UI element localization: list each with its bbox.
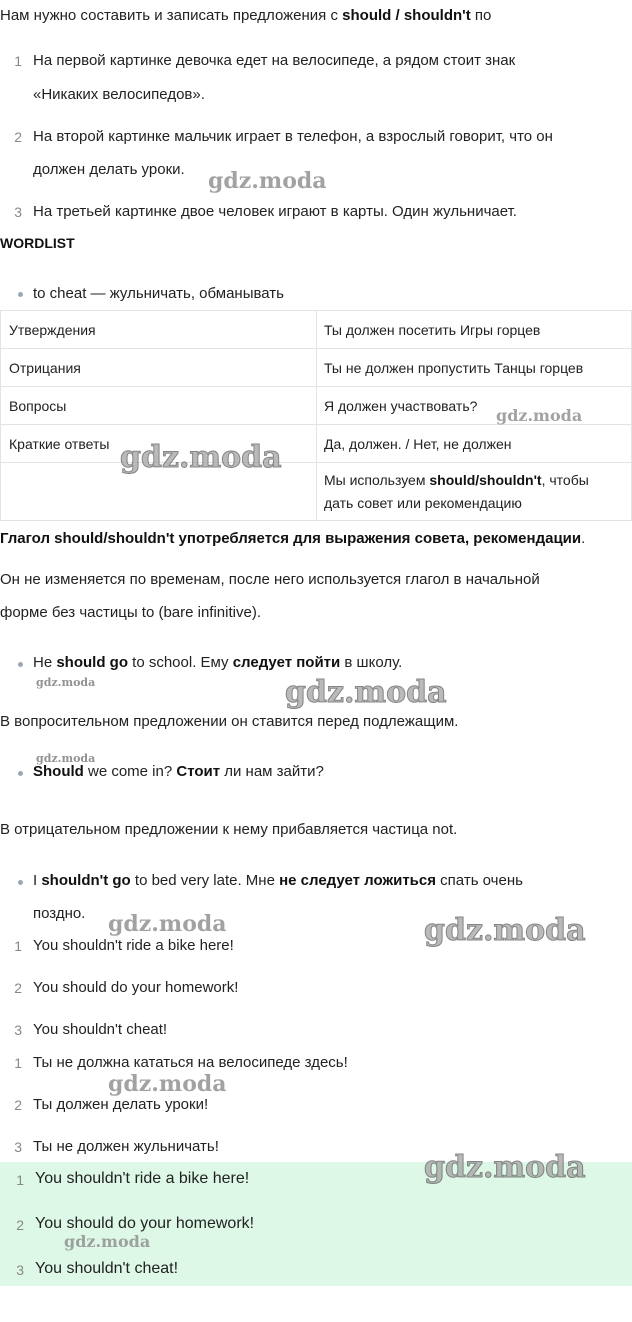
- watermark: gdz.moda: [108, 1071, 227, 1097]
- list-item: На второй картинке мальчик играет в телефон, а взрослый говорит, что он: [33, 128, 553, 145]
- list-number: 3: [14, 1139, 22, 1155]
- list-item-continued: «Никаких велосипедов».: [33, 86, 205, 103]
- table-row: [1, 463, 632, 521]
- bullet-icon: [18, 292, 23, 297]
- watermark: gdz.moda: [424, 913, 586, 948]
- watermark: gdz.moda: [120, 440, 282, 475]
- table-cell: Утверждения: [1, 311, 317, 349]
- watermark: gdz.moda: [208, 168, 327, 194]
- grammar-paragraph: В отрицательном предложении к нему прибавляется частица not.: [0, 821, 458, 838]
- table-row: [1, 387, 632, 425]
- watermark: gdz.moda: [36, 752, 96, 765]
- answer-item: You should do your homework!: [35, 1215, 255, 1232]
- intro-text: Нам нужно составить и записать предложения с should / shouldn't по: [0, 7, 492, 24]
- table-row: [1, 311, 632, 349]
- answer-item: You shouldn't cheat!: [35, 1260, 179, 1277]
- table-cell: Ты должен посетить Игры горцев: [317, 311, 632, 349]
- answer-item: You shouldn't ride a bike here!: [35, 1170, 250, 1187]
- list-item: You should do your homework!: [33, 979, 239, 996]
- list-number: 1: [14, 1055, 22, 1071]
- example-sentence: He should go to school. Ему следует пойти в школу.: [33, 654, 403, 671]
- table-row: [1, 425, 632, 463]
- list-item: You shouldn't ride a bike here!: [33, 937, 234, 954]
- example-sentence: Should we come in? Стоит ли нам зайти?: [33, 763, 324, 780]
- watermark: gdz.moda: [36, 676, 96, 689]
- grammar-rule: Глагол should/shouldn't употребляется для выражения совета, рекомендации.: [0, 530, 586, 547]
- list-number: 3: [16, 1262, 24, 1278]
- grammar-paragraph: Он не изменяется по временам, после него используется глагол в начальной: [0, 571, 540, 588]
- example-sentence-continued: поздно.: [33, 905, 86, 922]
- bullet-icon: [18, 771, 23, 776]
- list-item: Ты не должен жульничать!: [33, 1138, 219, 1155]
- table-cell: [1, 463, 317, 521]
- table-cell: Да, должен. / Нет, не должен: [317, 425, 632, 463]
- bullet-icon: [18, 662, 23, 667]
- table-cell: Ты не должен пропустить Танцы горцев: [317, 349, 632, 387]
- list-number: 1: [16, 1172, 24, 1188]
- list-item: На первой картинке девочка едет на велосипеде, а рядом стоит знак: [33, 52, 516, 69]
- list-number: 2: [14, 980, 22, 996]
- example-sentence: I shouldn't go to bed very late. Мне не следует ложиться спать очень: [33, 872, 523, 889]
- list-item: Ты не должна кататься на велосипеде здесь!: [33, 1054, 348, 1071]
- list-number: 2: [14, 129, 22, 145]
- list-number: 2: [14, 1097, 22, 1113]
- wordlist-item: to cheat — жульничать, обманывать: [33, 285, 284, 302]
- table-cell: Краткие ответы: [1, 425, 317, 463]
- wordlist-heading: WORDLIST: [0, 235, 75, 251]
- grammar-paragraph-continued: форме без частицы to (bare infinitive).: [0, 604, 261, 621]
- table-row: [1, 349, 632, 387]
- watermark: gdz.moda: [64, 1232, 151, 1251]
- list-item: На третьей картинке двое человек играют в карты. Один жульничает.: [33, 203, 517, 220]
- bullet-icon: [18, 880, 23, 885]
- list-item-continued: должен делать уроки.: [33, 161, 185, 178]
- list-number: 3: [14, 204, 22, 220]
- list-number: 1: [14, 938, 22, 954]
- watermark: gdz.moda: [424, 1150, 586, 1185]
- grammar-table: [0, 310, 632, 521]
- list-item: You shouldn't cheat!: [33, 1021, 168, 1038]
- list-number: 2: [16, 1217, 24, 1233]
- table-cell: Мы используем should/shouldn't, чтобы дать совет или рекомендацию: [317, 463, 632, 521]
- list-item: Ты должен делать уроки!: [33, 1096, 209, 1113]
- grammar-paragraph: В вопросительном предложении он ставится перед подлежащим.: [0, 713, 459, 730]
- table-cell: Вопросы: [1, 387, 317, 425]
- watermark: gdz.moda: [496, 406, 583, 425]
- list-number: 1: [14, 53, 22, 69]
- table-cell: Отрицания: [1, 349, 317, 387]
- watermark: gdz.moda: [108, 911, 227, 937]
- watermark: gdz.moda: [285, 675, 447, 710]
- list-number: 3: [14, 1022, 22, 1038]
- answer-box: [0, 1162, 632, 1286]
- table-cell: Я должен участвовать?: [317, 387, 632, 425]
